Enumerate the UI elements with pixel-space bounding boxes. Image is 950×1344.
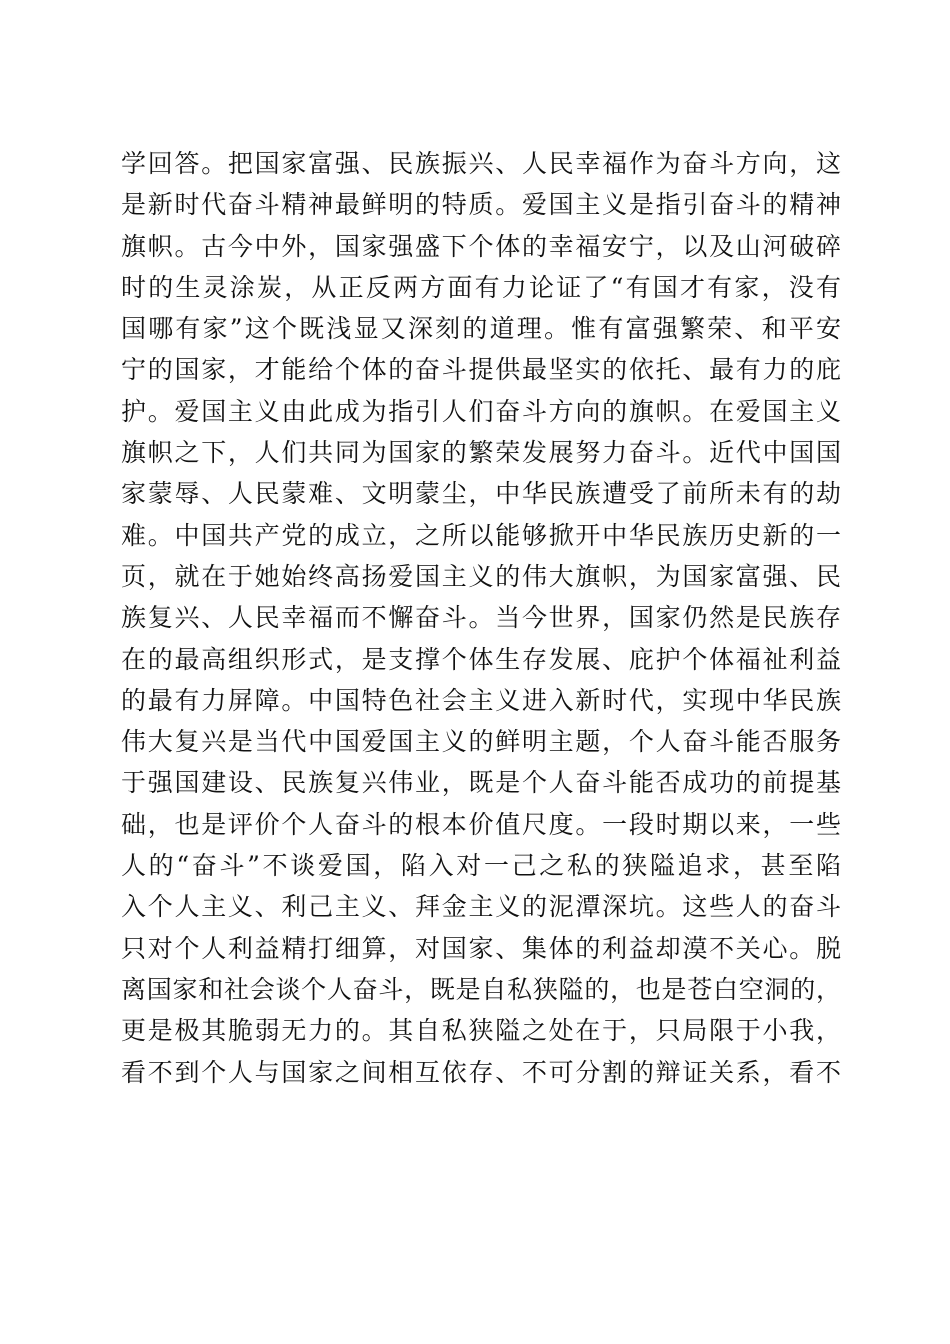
text-line: 页，就在于她始终高扬爱国主义的伟大旗帜，为国家富强、民 <box>121 561 841 591</box>
text-line: 宁的国家，才能给个体的奋斗提供最坚实的依托、最有力的庇 <box>121 355 841 385</box>
text-line: 于强国建设、民族复兴伟业，既是个人奋斗能否成功的前提基 <box>121 768 841 798</box>
text-line: 国哪有家”这个既浅显又深刻的道理。惟有富强繁荣、和平安 <box>121 314 841 344</box>
text-line: 难。中国共产党的成立，之所以能够掀开中华民族历史新的一 <box>121 520 841 550</box>
text-line: 离国家和社会谈个人奋斗，既是自私狭隘的，也是苍白空洞的， <box>121 974 841 1004</box>
text-line: 人的“奋斗”不谈爱国，陷入对一己之私的狭隘追求，甚至陷 <box>121 851 841 881</box>
text-line: 学回答。把国家富强、民族振兴、人民幸福作为奋斗方向，这 <box>121 149 841 178</box>
text-line: 旗帜。古今中外，国家强盛下个体的幸福安宁，以及山河破碎 <box>121 231 841 261</box>
body-text <box>121 143 841 1093</box>
text-line: 只对个人利益精打细算，对国家、集体的利益却漠不关心。脱 <box>121 933 841 963</box>
text-line: 入个人主义、利己主义、拜金主义的泥潭深坑。这些人的奋斗 <box>121 892 841 922</box>
text-line: 在的最高组织形式，是支撑个体生存发展、庇护个体福祉利益 <box>121 644 841 674</box>
text-line: 的最有力屏障。中国特色社会主义进入新时代，实现中华民族 <box>121 685 841 715</box>
text-line: 旗帜之下，人们共同为国家的繁荣发展努力奋斗。近代中国国 <box>121 438 841 468</box>
text-line: 看不到个人与国家之间相互依存、不可分割的辩证关系，看不 <box>121 1057 841 1087</box>
text-line: 伟大复兴是当代中国爱国主义的鲜明主题，个人奋斗能否服务 <box>121 727 841 757</box>
text-line: 础，也是评价个人奋斗的根本价值尺度。一段时期以来，一些 <box>121 809 841 839</box>
text-line: 家蒙辱、人民蒙难、文明蒙尘，中华民族遭受了前所未有的劫 <box>121 479 841 509</box>
text-line: 更是极其脆弱无力的。其自私狭隘之处在于，只局限于小我， <box>121 1016 841 1046</box>
text-line: 是新时代奋斗精神最鲜明的特质。爱国主义是指引奋斗的精神 <box>121 190 841 220</box>
text-line: 族复兴、人民幸福而不懈奋斗。当今世界，国家仍然是民族存 <box>121 603 841 633</box>
text-line: 时的生灵涂炭，从正反两方面有力论证了“有国才有家，没有 <box>121 272 841 302</box>
text-line: 护。爱国主义由此成为指引人们奋斗方向的旗帜。在爱国主义 <box>121 396 841 426</box>
